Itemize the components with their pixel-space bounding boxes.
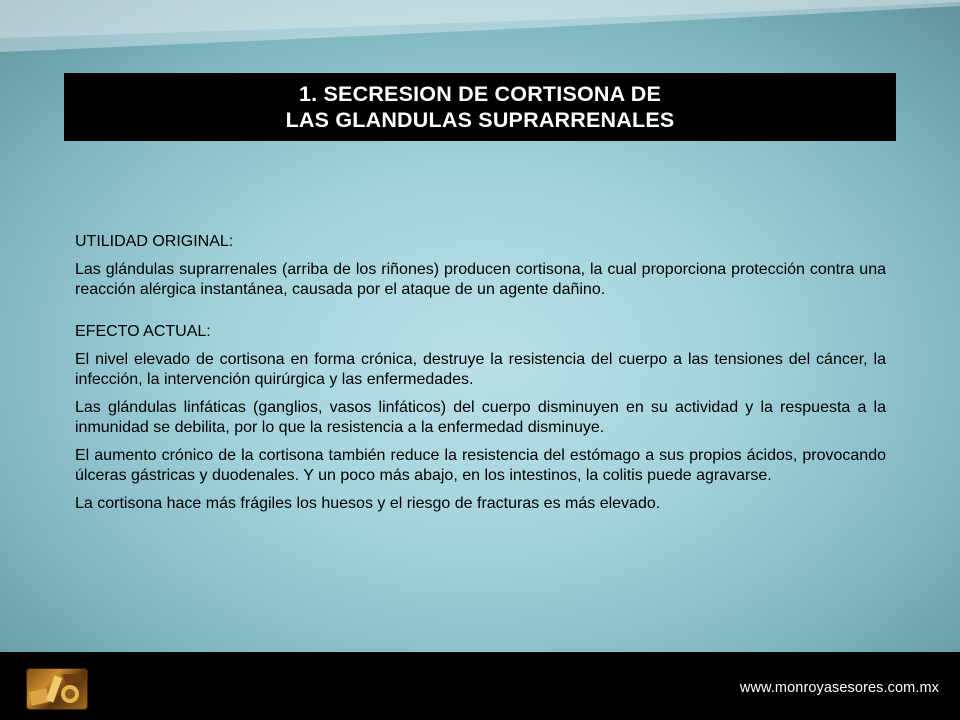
paragraph-current-effect-2: Las glándulas linfáticas (ganglios, vasos linfáticos) del cuerpo disminuyen en su actividad y la respuesta a la inmunidad se debilita, por lo que la resistencia a la enfermedad disminuye. [75,399,886,436]
title-line-1: 1. SECRESION DE CORTISONA DE [299,82,661,106]
slide-body [75,232,886,522]
footer-bar [0,652,960,720]
paragraph-current-effect-3: El aumento crónico de la cortisona también reduce la resistencia del estómago a sus propios ácidos, provocando úlceras gástricas y duodenales. Y un poco más abajo, en los intestinos, la colitis puede agravarse. [75,447,886,484]
paragraph-current-effect-1: El nivel elevado de cortisona en forma crónica, destruye la resistencia del cuerpo a las tensiones del cáncer, la infección, la intervención quirúrgica y las enfermedades. [75,351,886,388]
title-banner [64,73,896,141]
paragraph-original-utility: Las glándulas suprarrenales (arriba de los riñones) producen cortisona, la cual proporciona protección contra una reacción alérgica instantánea, causada por el ataque de un agente dañino. [75,261,886,298]
website-link[interactable]: www.monroyasesores.com.mx [739,680,939,696]
title-line-2: LAS GLANDULAS SUPRARRENALES [285,108,675,132]
decorative-header-sweep [0,0,960,60]
section-heading-original: UTILIDAD ORIGINAL: [75,233,234,250]
company-logo-icon [26,668,88,710]
section-heading-current: EFECTO ACTUAL: [75,323,211,340]
paragraph-current-effect-4: La cortisona hace más frágiles los huesos y el riesgo de fracturas es más elevado. [75,495,661,512]
